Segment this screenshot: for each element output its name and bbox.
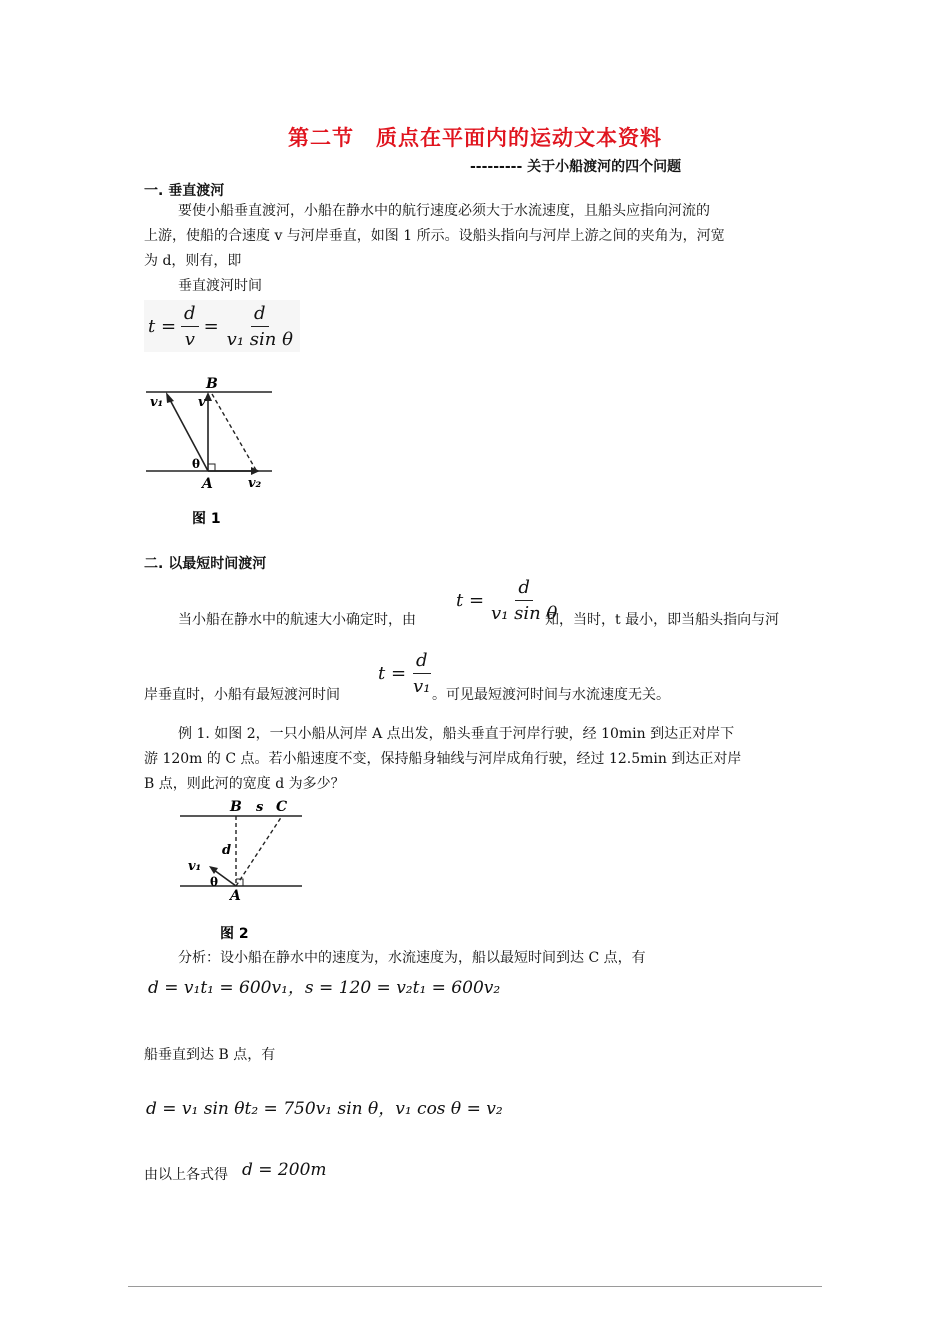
fraction-d-over-v: $\frac{d}{v}$ xyxy=(181,303,199,350)
section2-line2-after: 。可见最短渡河时间与水流速度无关。 xyxy=(432,687,670,703)
analysis-text: 分析：设小船在静水中的速度为，水流速度为，船以最短时间到达 C 点，有 xyxy=(178,950,646,966)
label-C: C xyxy=(276,799,288,815)
figure-1-diagram xyxy=(140,370,280,535)
figure-2-diagram xyxy=(174,796,314,946)
figure-2-caption: 图 2 xyxy=(220,926,249,942)
label-B-fig2: B xyxy=(230,799,242,815)
example-line1: 例 1. 如图 2，一只小船从河岸 A 点出发，船头垂直于河岸行驶，经 10min 到达正对岸下 xyxy=(178,726,735,742)
section2-line1-before: 当小船在静水中的航速大小确定时，由 xyxy=(178,612,416,628)
label-theta-fig2: θ xyxy=(210,875,219,889)
label-v2: v₂ xyxy=(248,476,262,491)
example-line3: B 点，则此河的宽度 d 为多少？ xyxy=(144,776,345,792)
formula-shortest-time: t = $\frac{d}{\text{v₁}}$ xyxy=(378,649,431,697)
formula-shortest-time-general: t = $\frac{d}{\text{v₁ sin θ}}$ xyxy=(456,576,558,624)
section2-heading: 二. 以最短时间渡河 xyxy=(144,556,267,572)
equation-1: d = v₁t₁ = 600v₁，s = 120 = v₂t₁ = 600v₂ xyxy=(148,978,501,998)
section2-line2-before: 岸垂直时，小船有最短渡河时间 xyxy=(144,687,340,703)
label-v: v xyxy=(198,395,206,410)
label-v1-fig2: v₁ xyxy=(188,859,202,874)
section1-para-line3: 为 d，则有，即 xyxy=(144,253,242,269)
reach-b-text: 船垂直到达 B 点，有 xyxy=(144,1047,276,1063)
section1-heading: 一. 垂直渡河 xyxy=(144,183,225,199)
fraction-d-over-v1sin: $\frac{d}{\text{v₁ sin θ}}$ xyxy=(226,302,293,350)
figure-1-caption: 图 1 xyxy=(192,511,221,527)
example-line2: 游 120m 的 C 点。若小船速度不变，保持船身轴线与河岸成角行驶，经过 12.5min 到达正对岸 xyxy=(144,751,742,767)
label-B: B xyxy=(206,376,218,392)
formula-vertical-time: t = $\frac{d}{v}$ = $\frac{d}{\text{v₁ sin θ}}$ xyxy=(144,300,300,352)
section1-para-line2: 上游，使船的合速度 v 与河岸垂直，如图 1 所示。设船头指向与河岸上游之间的夹角为，河宽 xyxy=(144,228,725,244)
label-v1: v₁ xyxy=(150,395,164,410)
equation-2: d = v₁ sin θt₂ = 750v₁ sin θ，v₁ cos θ = v₂ xyxy=(146,1099,503,1119)
label-A: A xyxy=(202,476,213,492)
label-s: s xyxy=(256,800,264,815)
section2-line1-after: 知，当时，t 最小，即当船头指向与河 xyxy=(545,612,780,628)
page-title: 第二节 质点在平面内的运动文本资料 xyxy=(288,126,662,150)
section1-para-line1: 要使小船垂直渡河，小船在静水中的航行速度必须大于水流速度，且船头应指向河流的 xyxy=(178,203,710,219)
label-A-fig2: A xyxy=(230,888,241,904)
label-d: d xyxy=(222,843,232,858)
conclusion-text: 由以上各式得 xyxy=(144,1167,228,1183)
conclusion-equation: d = 200m xyxy=(242,1160,327,1180)
footer-divider xyxy=(128,1286,822,1287)
page-subtitle: --------- 关于小船渡河的四个问题 xyxy=(470,159,682,175)
section1-time-label: 垂直渡河时间 xyxy=(178,278,262,294)
label-theta: θ xyxy=(192,457,201,471)
